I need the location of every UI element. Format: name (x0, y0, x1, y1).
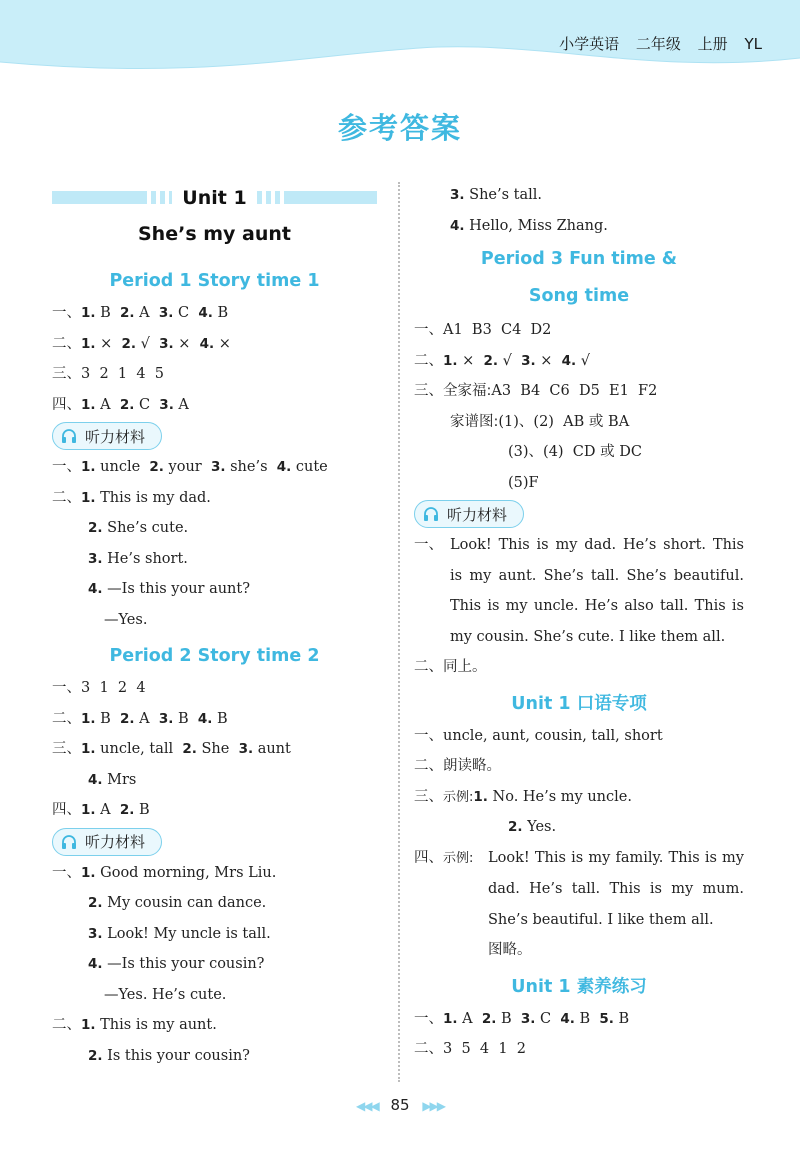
item-lead: 四、 (52, 802, 81, 818)
answer-text: she’s (225, 459, 277, 475)
item-number: 3. (158, 710, 174, 727)
answer-line (52, 544, 377, 575)
book-info (547, 33, 762, 54)
item-number: 1. (81, 335, 96, 352)
unit-banner (52, 180, 377, 216)
item-number: 3. (521, 352, 536, 369)
answer-text: He’s short. (102, 550, 188, 567)
answer-line (52, 734, 377, 765)
item-number: 1. (473, 788, 488, 805)
item-lead: 一、 (414, 1010, 443, 1027)
item-number: 1. (81, 802, 96, 818)
answer-text: aunt (253, 741, 291, 757)
item-number: 1. (81, 710, 96, 727)
answer-line (414, 782, 744, 813)
item-number: 2. (149, 459, 164, 475)
answer-text: C (134, 396, 160, 413)
answer-line (52, 359, 377, 390)
item-number: 1. (443, 1010, 458, 1027)
item-number: 2. (120, 710, 135, 727)
section-title-period-1: Period 1 Story time 1 (109, 271, 320, 291)
answer-line (52, 298, 377, 329)
item-number: 3. (210, 459, 226, 475)
item-lead: 一、 (52, 680, 81, 696)
answer-text: —Is this your cousin? (102, 956, 265, 972)
answer-line (414, 751, 744, 782)
section-title-period-3-line-1: Period 3 Fun time & (480, 249, 678, 269)
answer-text: (5)F (508, 474, 539, 491)
item-number: 3. (450, 187, 465, 203)
listening-3-transcript (414, 530, 744, 652)
item-number: 2. (508, 819, 523, 835)
answer-line (414, 180, 744, 211)
answer-text: No. He’s my uncle. (487, 788, 632, 805)
subject: 小学英语 (559, 35, 620, 53)
answer-text: A (134, 710, 159, 727)
right-arrows-icon: ▶▶▶ (422, 1099, 445, 1113)
answer-text: A (95, 396, 120, 413)
item-number: 1. (81, 305, 96, 321)
answer-text: B (212, 710, 228, 727)
item-lead: 一、 (414, 727, 443, 744)
item-lead: 二、 (414, 1041, 443, 1057)
section-title-practice: Unit 1 素养练习 (511, 976, 647, 997)
answer-text: (3)、(4) CD 或 DC (508, 444, 642, 460)
answer-text: B (212, 305, 229, 321)
item-number: 3. (159, 396, 174, 413)
item-lead: 一、 (414, 322, 443, 338)
answer-text: × (173, 335, 200, 352)
answer-line (52, 1010, 377, 1041)
answer-line (52, 858, 377, 889)
item-number: 2. (119, 802, 135, 818)
item-lead: 四、 (52, 396, 81, 413)
page-number: 85 (390, 1096, 410, 1114)
item-number: 5. (599, 1010, 614, 1027)
item-number: 4. (88, 581, 103, 597)
period-3-answers (414, 315, 744, 498)
item-number: 1. (443, 352, 458, 369)
item-number: 3. (88, 925, 103, 942)
listening-3-second: 二、同上。 (414, 659, 487, 675)
oral-4-text: Look! This is my family. This is my dad. He’s tall. This is my mum. She’s beautiful. I like them all. (488, 849, 744, 928)
item-number: 4. (197, 710, 213, 727)
item-number: 3. (158, 305, 174, 321)
answer-text: B (574, 1010, 600, 1027)
item-number: 4. (276, 459, 292, 475)
item-number: 2. (481, 1010, 497, 1027)
item-number: 4. (560, 1010, 575, 1027)
answer-text: × (95, 335, 122, 352)
answer-text: This is my aunt. (95, 1017, 217, 1033)
answer-text: She (196, 741, 239, 757)
answer-text: √ (576, 352, 591, 369)
answer-line (52, 980, 377, 1011)
answer-text: 家谱图: (450, 413, 499, 430)
item-number: 4. (88, 956, 103, 972)
listening-1-answers (52, 452, 377, 635)
item-lead: 二、 (52, 489, 81, 506)
item-number: 1. (81, 396, 96, 413)
period-1-answers (52, 298, 377, 420)
headphone-icon (423, 507, 439, 521)
item-number: 3. (520, 1010, 536, 1027)
item-number: 4. (198, 305, 213, 321)
listen-label: 听力材料 (447, 505, 508, 524)
answer-text: 朗读略。 (443, 758, 501, 774)
answer-text: √ (498, 352, 522, 369)
listening-material-label (52, 826, 377, 858)
example-label: 示例: (443, 850, 474, 866)
listening-2-continued (414, 180, 744, 241)
item-number: 2. (119, 396, 135, 413)
answer-text: B (173, 710, 198, 727)
answer-line (414, 468, 744, 499)
answer-text: C (173, 305, 199, 321)
grade: 二年级 (635, 35, 681, 53)
answer-text: A3 B4 C6 D5 E1 F2 (491, 383, 658, 399)
item-lead: 二、 (52, 710, 81, 727)
answer-line (414, 315, 744, 346)
answer-text: C (535, 1010, 561, 1027)
answer-line (52, 673, 377, 704)
answer-line (52, 888, 377, 919)
item-lead: 二、 (414, 352, 443, 369)
headphone-icon (61, 429, 77, 443)
item-number: 4. (561, 352, 577, 369)
answer-text: —Yes. He’s cute. (104, 986, 227, 1003)
item-lead: 三、 (52, 366, 81, 382)
answer-text: Yes. (522, 819, 557, 835)
answer-text: 3 1 2 4 (81, 680, 146, 696)
answer-line (414, 407, 744, 438)
item-number: 4. (88, 771, 103, 788)
item-number: 1. (81, 489, 96, 506)
answer-text: √ (136, 335, 160, 352)
answer-text: uncle (95, 459, 150, 475)
answer-text: A (95, 802, 120, 818)
item-lead: 三、 (414, 788, 443, 805)
answer-line (414, 1034, 744, 1065)
answer-text: My cousin can dance. (102, 895, 267, 911)
section-title-oral: Unit 1 口语专项 (511, 693, 647, 714)
item-lead: 三、 (52, 741, 81, 757)
answer-text: B (496, 1010, 521, 1027)
answer-line (414, 437, 744, 468)
oral-item-4 (414, 843, 744, 936)
answer-line (52, 605, 377, 636)
section-title-period-2: Period 2 Story time 2 (109, 646, 320, 666)
item-number: 2. (483, 352, 499, 369)
answer-text: (1)、(2) AB 或 BA (498, 413, 630, 430)
left-column (52, 180, 377, 1071)
page-title: 参考答案 (337, 111, 462, 145)
answer-line (52, 483, 377, 514)
answer-text: uncle, aunt, cousin, tall, short (443, 727, 663, 744)
period-2-answers (52, 673, 377, 826)
answer-text: A (457, 1010, 482, 1027)
answer-line (414, 812, 744, 843)
answer-line (52, 452, 377, 483)
item-number: 1. (81, 459, 96, 475)
item-lead: 一、 (52, 864, 81, 881)
headphone-icon (61, 835, 77, 849)
item-number: 3. (88, 550, 103, 567)
item-number: 1. (81, 1017, 96, 1033)
item-lead: 二、 (52, 335, 81, 352)
answer-text: A (173, 396, 189, 413)
item-number: 4. (199, 335, 215, 352)
answer-line (414, 721, 744, 752)
listen-label: 听力材料 (85, 427, 146, 446)
left-arrows-icon: ◀◀◀ (355, 1099, 378, 1113)
answer-text: Is this your cousin? (102, 1047, 250, 1064)
answer-text: your (163, 459, 211, 475)
listening-material-label (52, 420, 377, 452)
listen-label: 听力材料 (85, 833, 146, 851)
item-number: 3. (159, 335, 174, 352)
answer-text: 示例: (443, 789, 474, 805)
answer-line (414, 346, 744, 377)
answer-line (52, 765, 377, 796)
oral-4-extra: 图略。 (488, 942, 532, 958)
answer-line (414, 1004, 744, 1035)
answer-text: —Yes. (104, 611, 148, 628)
answer-line (52, 574, 377, 605)
answer-text: B (134, 802, 150, 818)
right-column (414, 180, 744, 1065)
volume: 上册 (697, 35, 728, 53)
answer-text: She’s tall. (464, 187, 543, 203)
answer-text: 3 2 1 4 5 (81, 366, 164, 382)
practice-answers (414, 1004, 744, 1065)
answer-text: Mrs (102, 771, 137, 788)
answer-line (414, 376, 744, 407)
answer-text: Look! My uncle is tall. (102, 925, 271, 942)
answer-text: Hello, Miss Zhang. (464, 217, 608, 234)
answer-text: B (613, 1010, 630, 1027)
item-lead: 一、 (414, 537, 443, 553)
answer-text: × (535, 352, 562, 369)
item-number: 1. (81, 864, 96, 881)
answer-line (52, 949, 377, 980)
item-number: 2. (88, 1047, 103, 1064)
column-divider (398, 182, 400, 1082)
answer-text: B (95, 710, 121, 727)
transcript-text: Look! This is my dad. He’s short. This is my aunt. She’s tall. She’s beautiful. This is my uncle. He’s also tall. This is my cousin. She’s cute. I like them all. (450, 537, 744, 645)
listening-2-answers (52, 858, 377, 1072)
edition: YL (744, 35, 762, 53)
item-lead: 四、 (414, 849, 443, 866)
answer-text: 3 5 4 1 2 (443, 1041, 526, 1057)
item-number: 3. (238, 741, 254, 757)
item-number: 1. (81, 741, 96, 757)
unit-subtitle: She’s my aunt (138, 223, 291, 245)
answer-text: She’s cute. (102, 520, 189, 536)
item-number: 2. (88, 895, 103, 911)
answer-line (52, 704, 377, 735)
answer-text: A (134, 305, 159, 321)
item-lead: 一、 (52, 459, 81, 475)
answer-line (414, 211, 744, 242)
item-number: 2. (121, 335, 137, 352)
answer-text: uncle, tall (95, 741, 183, 757)
page-footer (0, 1096, 800, 1114)
unit-title: Unit 1 (182, 187, 247, 209)
answer-line (52, 390, 377, 421)
item-lead: 二、 (414, 758, 443, 774)
answer-text: cute (291, 459, 328, 475)
answer-text: B (95, 305, 121, 321)
item-lead: 一、 (52, 305, 81, 321)
answer-line (52, 795, 377, 826)
item-number: 2. (88, 520, 103, 536)
item-lead: 三、 (414, 383, 443, 399)
answer-text: —Is this your aunt? (102, 581, 250, 597)
answer-line (52, 919, 377, 950)
section-title-period-3-line-2: Song time (528, 286, 630, 306)
item-number: 2. (120, 305, 135, 321)
answer-text: × (214, 335, 231, 352)
answer-line (52, 513, 377, 544)
answer-line (52, 329, 377, 360)
answer-text: Good morning, Mrs Liu. (95, 864, 277, 881)
item-number: 4. (450, 217, 465, 234)
answer-text: A1 B3 C4 D2 (443, 322, 552, 338)
listening-material-label (414, 498, 744, 530)
answer-text: 全家福: (443, 383, 492, 399)
answer-text: × (457, 352, 484, 369)
answer-text: This is my dad. (95, 489, 211, 506)
answer-line (52, 1041, 377, 1072)
oral-answers (414, 721, 744, 843)
item-number: 2. (182, 741, 197, 757)
item-lead: 二、 (52, 1017, 81, 1033)
